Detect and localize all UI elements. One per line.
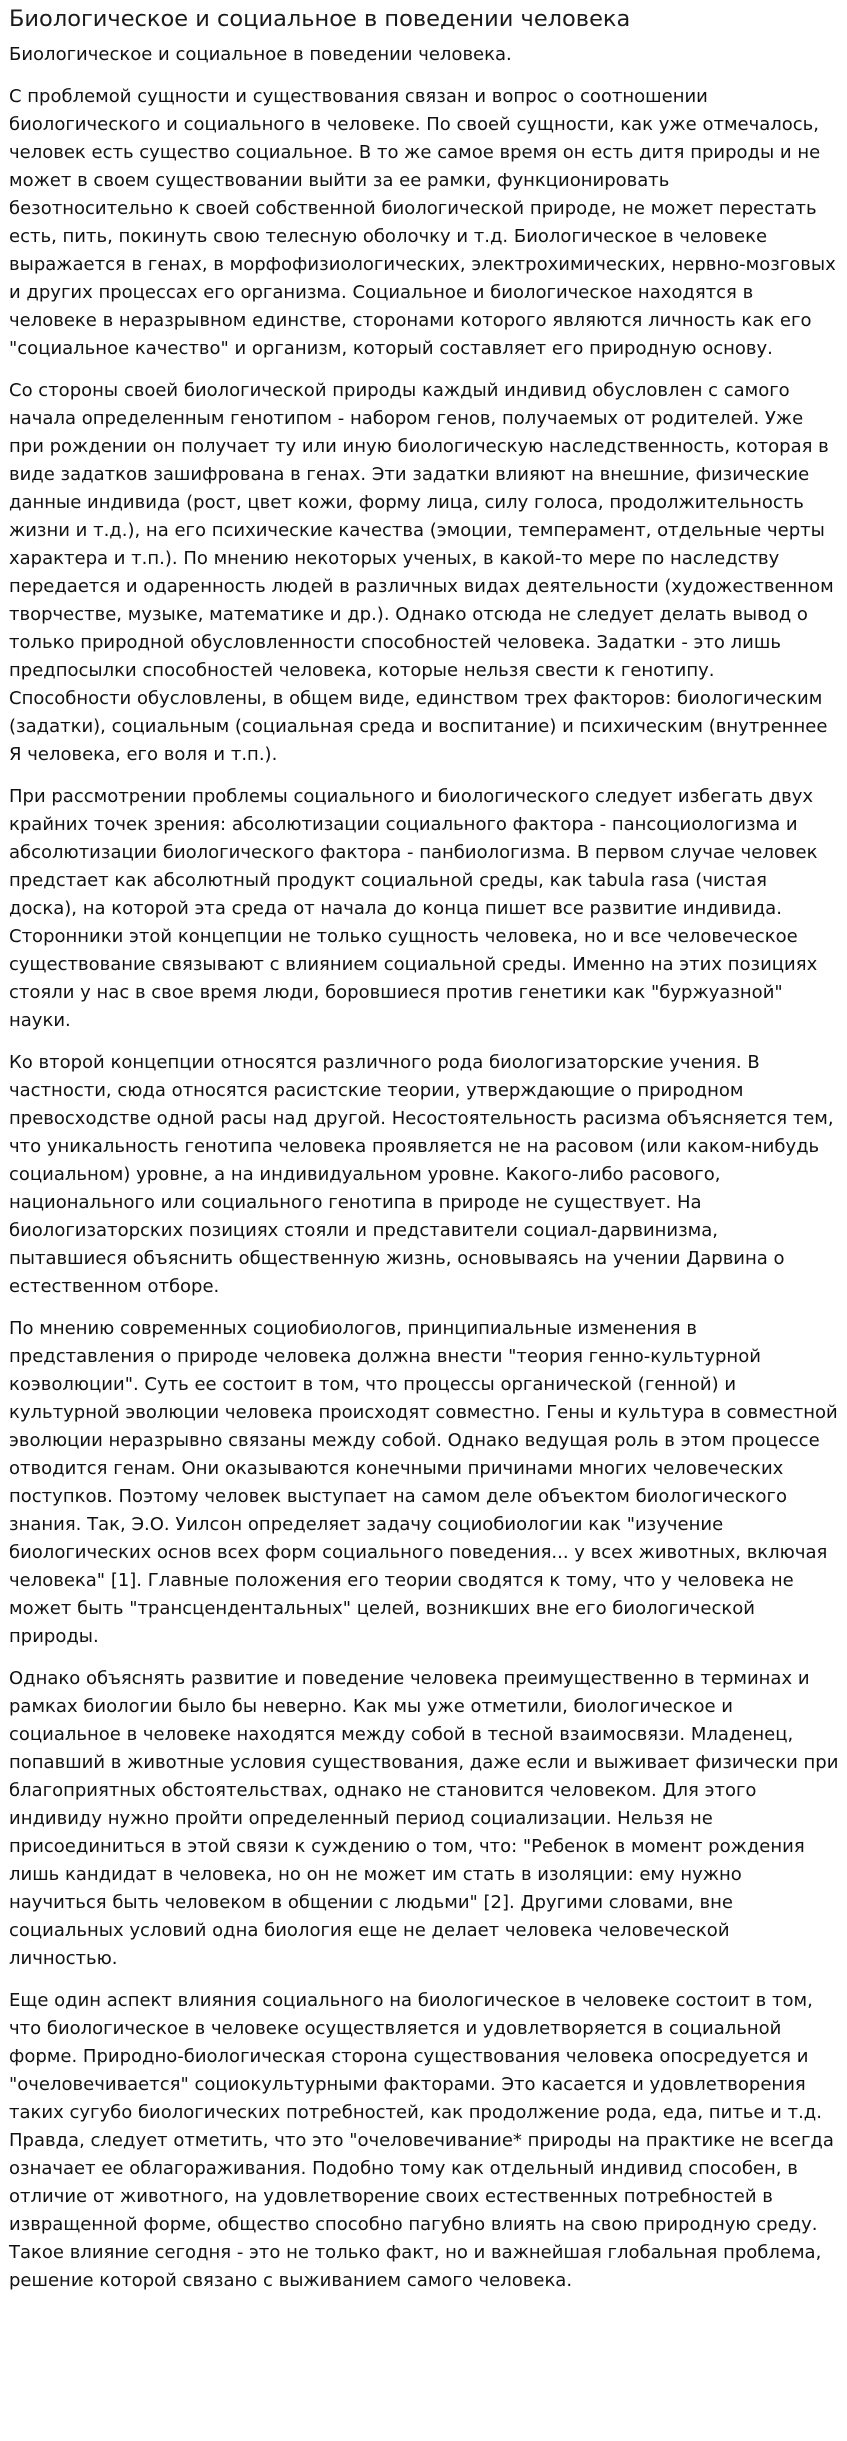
- paragraph-5: По мнению современных социобиологов, принципиальные изменения в представления о природе человека должна внести "теория генно-культурной коэволюции". Суть ее состоит в том, что процессы органической (генной) и культурной эволюции человека происходят совместно. Гены и культура в совместной эволюции неразрывно связаны между собой. Однако ведущая роль в этом процессе отводится генам. Они оказываются конечными причинами многих человеческих поступков. Поэтому человек выступает на самом деле объектом биологического знания. Так, Э.О. Уилсон определяет задачу социобиологии как "изучение биологических основ всех форм социального поведения... у всех животных, включая человека" [1]. Главные положения его теории сводятся к тому, что у человека не может быть "трансцендентальных" целей, возникших вне его биологической природы.: [9, 1318, 838, 1647]
- paragraph-1: С проблемой сущности и существования связан и вопрос о соотношении биологического и социального в человеке. По своей сущности, как уже отмечалось, человек есть существо социальное. В то же самое время он есть дитя природы и не может в своем существовании выйти за ее рамки, функционировать безотносительно к своей собственной биологической природе, не может перестать есть, пить, покинуть свою телесную оболочку и т.д. Биологическое в человеке выражается в генах, в морфофизиологических, электрохимических, нервно-мозговых и других процессах его организма. Социальное и биологическое находятся в человеке в неразрывном единстве, сторонами которого являются личность как его "социальное качество" и организм, который составляет его природную основу.: [9, 86, 836, 359]
- paragraph-6: Однако объяснять развитие и поведение человека преимущественно в терминах и рамках биологии было бы неверно. Как мы уже отметили, биологическое и социальное в человеке находятся между собой в тесной взаимосвязи. Младенец, попавший в животные условия существования, даже если и выживает физически при благоприятных обстоятельствах, однако не становится человеком. Для этого индивиду нужно пройти определенный период социализации. Нельзя не присоединиться в этой связи к суждению о том, что: "Ребенок в момент рождения лишь кандидат в человека, но он не может им стать в изоляции: ему нужно научиться быть человеком в общении с людьми" [2]. Другими словами, вне социальных условий одна биология еще не делает человека человеческой личностью.: [9, 1668, 839, 1969]
- paragraph-2: Со стороны своей биологической природы каждый индивид обусловлен с самого начала определенным генотипом - набором генов, получаемых от родителей. Уже при рождении он получает ту или иную биологическую наследственность, которая в виде задатков зашифрована в генах. Эти задатки влияют на внешние, физические данные индивида (рост, цвет кожи, форму лица, силу голоса, продолжительность жизни и т.д.), на его психические качества (эмоции, темперамент, отдельные черты характера и т.п.). По мнению некоторых ученых, в какой-то мере по наследству передается и одаренность людей в различных видах деятельности (художественном творчестве, музыке, математике и др.). Однако отсюда не следует делать вывод о только природной обусловленности способностей человека. Задатки - это лишь предпосылки способностей человека, которые нельзя свести к генотипу. Способности обусловлены, в общем виде, единством трех факторов: биологическим (задатки), социальным (социальная среда и воспитание) и психическим (внутреннее Я человека, его воля и т.п.).: [9, 380, 834, 765]
- paragraph-3: При рассмотрении проблемы социального и биологического следует избегать двух крайних точек зрения: абсолютизации социального фактора - пансоциологизма и абсолютизации биологического фактора - панбиологизма. В первом случае человек предстает как абсолютный продукт социальной среды, как tabula rasa (чистая доска), на которой эта среда от начала до конца пишет все развитие индивида. Сторонники этой концепции не только сущность человека, но и все человеческое существование связывают с влиянием социальной среды. Именно на этих позициях стояли у нас в свое время люди, боровшиеся против генетики как "буржуазной" науки.: [9, 786, 818, 1031]
- article-lead: Биологическое и социальное в поведении человека.: [9, 44, 512, 65]
- paragraph-4: Ко второй концепции относятся различного рода биологизаторские учения. В частности, сюда относятся расистские теории, утверждающие о природном превосходстве одной расы над другой. Несостоятельность расизма объясняется тем, что уникальность генотипа человека проявляется не на расовом (или каком-нибудь социальном) уровне, а на индивидуальном уровне. Какого-либо расового, национального или социального генотипа в природе не существует. На биологизаторских позициях стояли и представители социал-дарвинизма, пытавшиеся объяснить общественную жизнь, основываясь на учении Дарвина о естественном отборе.: [9, 1052, 834, 1297]
- article-title: Биологическое и социальное в поведении человека: [9, 6, 631, 32]
- paragraph-7: Еще один аспект влияния социального на биологическое в человеке состоит в том, что биологическое в человеке осуществляется и удовлетворяется в социальной форме. Природно-биологическая сторона существования человека опосредуется и "очеловечивается" социокультурными факторами. Это касается и удовлетворения таких сугубо биологических потребностей, как продолжение рода, еда, питье и т.д. Правда, следует отметить, что это "очеловечивание* природы на практике не всегда означает ее облагораживания. Подобно тому как отдельный индивид способен, в отличие от животного, на удовлетворение своих естественных потребностей в извращенной форме, общество способно пагубно влиять на свою природную среду. Такое влияние сегодня - это не только факт, но и важнейшая глобальная проблема, решение которой связано с выживанием самого человека.: [9, 1990, 834, 2291]
